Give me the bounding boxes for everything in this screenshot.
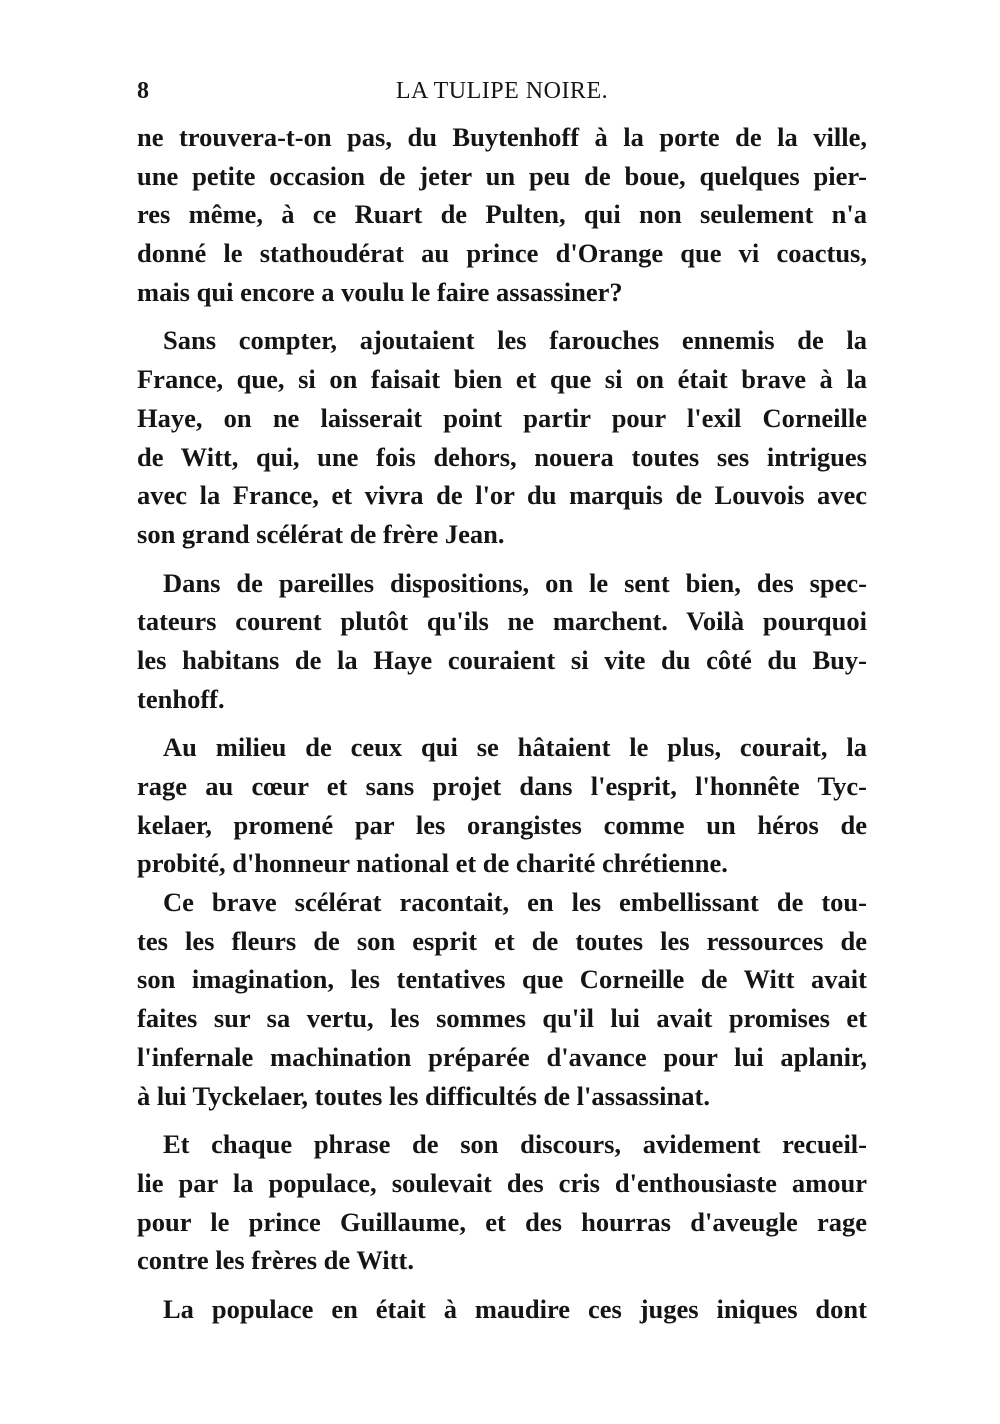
text-line: avec la France, et vivra de l'or du marquis de Louvois avec <box>137 480 867 511</box>
text-line: tenhoff. <box>137 683 225 714</box>
text-line: l'infernale machination préparée d'avance pour lui aplanir, <box>137 1041 867 1072</box>
text-line: Sans compter, ajoutaient les farouches ennemis de la <box>163 325 867 356</box>
text-line: mais qui encore a voulu le faire assassiner? <box>137 276 623 307</box>
paragraph <box>137 883 867 1115</box>
paragraph <box>137 564 867 719</box>
page-header <box>137 78 867 108</box>
text-line: faites sur sa vertu, les sommes qu'il lui avait promises et <box>137 1003 867 1034</box>
text-line: son imagination, les tentatives que Corneille de Witt avait <box>137 964 867 995</box>
body-text <box>137 118 867 1329</box>
text-line: Ce brave scélérat racontait, en les embellissant de tou- <box>163 887 867 918</box>
text-line: de Witt, qui, une fois dehors, nouera toutes ses intrigues <box>137 441 867 472</box>
page-number: 8 <box>137 78 149 104</box>
text-line: Haye, on ne laisserait point partir pour l'exil Corneille <box>137 402 867 433</box>
text-line: probité, d'honneur national et de charité chrétienne. <box>137 848 728 879</box>
text-line: une petite occasion de jeter un peu de boue, quelques pier- <box>137 160 867 191</box>
text-line: tateurs courent plutôt qu'ils ne marchent. Voilà pourquoi <box>137 606 867 637</box>
text-line: pour le prince Guillaume, et des hourras d'aveugle rage <box>137 1206 867 1237</box>
text-line: son grand scélérat de frère Jean. <box>137 518 505 549</box>
text-line: Dans de pareilles dispositions, on le sent bien, des spec- <box>163 567 867 598</box>
text-line: La populace en était à maudire ces juges iniques dont <box>163 1293 867 1324</box>
paragraph <box>137 1290 867 1329</box>
text-line: donné le stathoudérat au prince d'Orange que vi coactus, <box>137 238 867 269</box>
text-line: Et chaque phrase de son discours, avidement recueil- <box>163 1129 867 1160</box>
running-title: LA TULIPE NOIRE. <box>395 78 609 104</box>
paragraph <box>137 1125 867 1280</box>
text-line: à lui Tyckelaer, toutes les difficultés de l'assassinat. <box>137 1080 710 1111</box>
text-line: lie par la populace, soulevait des cris d'enthousiaste amour <box>137 1167 867 1198</box>
text-line: kelaer, promené par les orangistes comme un héros de <box>137 809 867 840</box>
paragraph <box>137 118 867 311</box>
paragraph <box>137 321 867 553</box>
text-line: France, que, si on faisait bien et que si on était brave à la <box>137 364 867 395</box>
text-line: ne trouvera-t-on pas, du Buytenhoff à la porte de la ville, <box>137 122 867 152</box>
paragraph <box>137 728 867 883</box>
text-line: Au milieu de ceux qui se hâtaient le plus, courait, la <box>163 732 867 763</box>
text-line: les habitans de la Haye couraient si vite du côté du Buy- <box>137 644 867 675</box>
text-line: contre les frères de Witt. <box>137 1245 414 1276</box>
text-line: res même, à ce Ruart de Pulten, qui non seulement n'a <box>137 199 867 230</box>
text-line: tes les fleurs de son esprit et de toutes les ressources de <box>137 925 867 956</box>
text-line: rage au cœur et sans projet dans l'esprit, l'honnête Tyc- <box>137 771 867 801</box>
